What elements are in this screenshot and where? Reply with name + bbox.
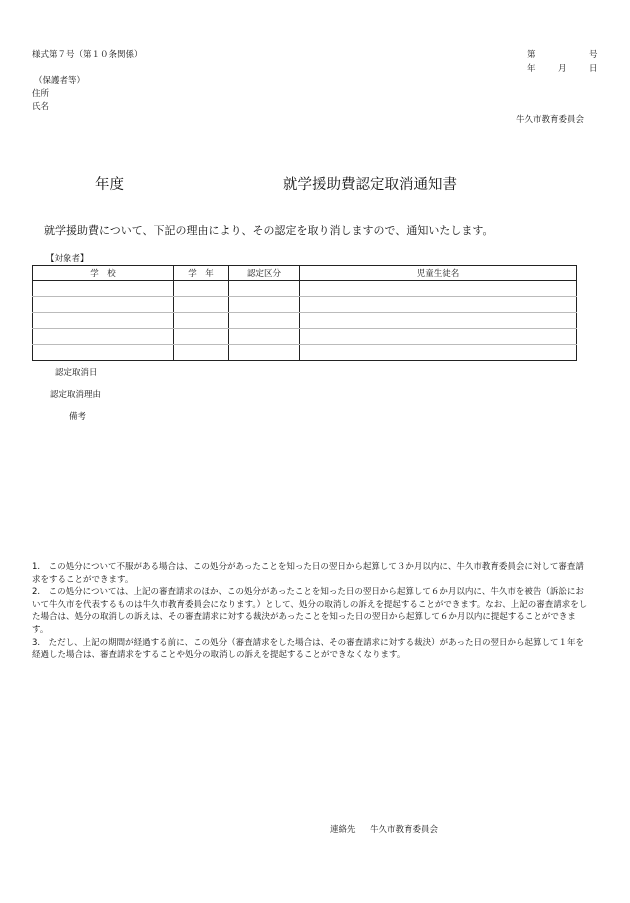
table-cell [33,329,174,345]
table-cell [33,345,174,361]
date-year: 年 [527,64,536,74]
recipient-name: 氏名 [32,102,50,112]
table-header-row [33,266,577,281]
table-row [33,281,577,297]
target-label: 【対象者】 [46,254,89,264]
recipient-address: 住所 [32,89,50,99]
target-table [32,265,577,361]
header-category: 認定区分 [229,266,300,281]
doc-number-go: 号 [589,50,598,60]
table-row [33,329,577,345]
intro-text: 就学援助費について、下記の理由により、その認定を取り消しますので、通知いたします。 [44,224,494,237]
table-cell [300,345,577,361]
table-cell [174,281,229,297]
form-number: 様式第７号（第１０条関係） [32,50,143,60]
table-row [33,345,577,361]
recipient-guardian: （保護者等） [34,76,86,86]
table-row [33,297,577,313]
table-cell [229,313,300,329]
note-2: 2. この処分については、上記の審査請求のほか、この処分があったことを知った日の翌日から起算して６か月以内に、牛久市を被告（訴訟において牛久市を代表するものは牛久市教育委員会になります。）として、処分の取消しの訴えを提起することができます。なお、上記の審査請求をした場合は、処分の取消しの訴えは、その審査請求に対する裁決があったことを知った日の翌日から起算して６か月以内に提起することができます。 [32,587,588,635]
table-cell [300,281,577,297]
note-1: 1. この処分について不服がある場合は、この処分があったことを知った日の翌日から起算して３か月以内に、牛久市教育委員会に対して審査請求をすることができます。 [32,562,584,585]
table-cell [174,329,229,345]
page-title: 就学援助費認定取消通知書 [283,177,457,193]
fiscal-year: 年度 [95,177,124,193]
table-cell [33,281,174,297]
appeal-notes [32,561,590,662]
table-cell [229,345,300,361]
header-student-name: 児童生徒名 [300,266,577,281]
cancel-reason-label: 認定取消理由 [50,390,102,400]
header-school: 学 校 [33,266,174,281]
doc-number-dai: 第 [527,50,536,60]
note-3: 3. ただし、上記の期間が経過する前に、この処分（審査請求をした場合は、その審査請求に対する裁決）があった日の翌日から起算して１年を経過した場合は、審査請求をすることや処分の取消しの訴えを提起することができなくなります。 [32,637,585,661]
table-cell [229,297,300,313]
table-cell [174,313,229,329]
contact-name: 牛久市教育委員会 [370,825,439,835]
date-month: 月 [558,64,567,74]
table-cell [33,313,174,329]
date-day: 日 [589,64,598,74]
table-cell [33,297,174,313]
table-cell [300,313,577,329]
table-cell [174,345,229,361]
table-cell [300,329,577,345]
remarks-label: 備考 [69,412,87,422]
table-row [33,313,577,329]
table-cell [174,297,229,313]
issuer: 牛久市教育委員会 [516,115,585,125]
contact-label: 連絡先 [330,825,356,835]
table-cell [229,329,300,345]
cancel-date-label: 認定取消日 [55,368,98,378]
table-cell [300,297,577,313]
header-grade: 学 年 [174,266,229,281]
table-cell [229,281,300,297]
